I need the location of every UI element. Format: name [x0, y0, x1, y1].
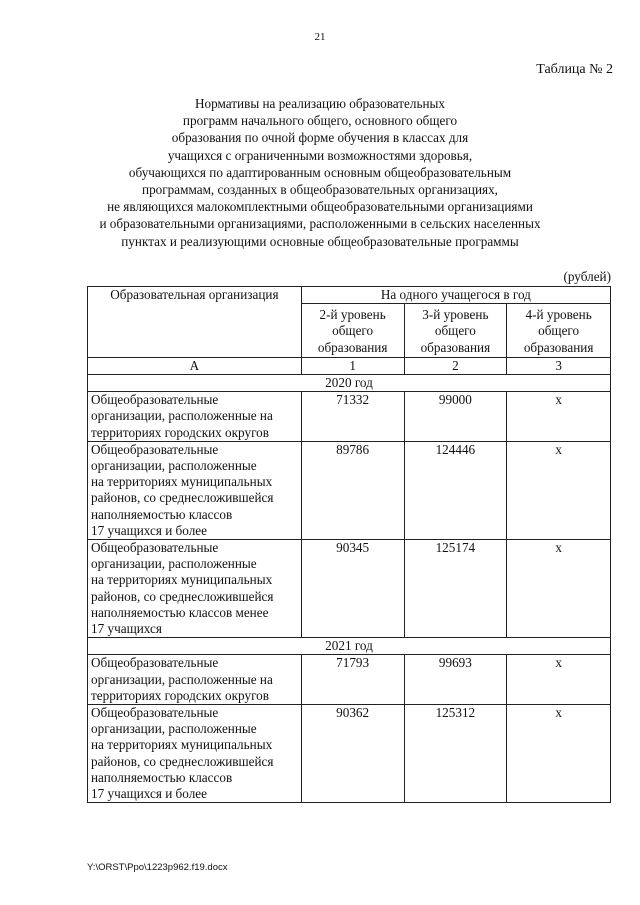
table-heading: [80, 95, 560, 250]
organization-line: районов, со среднесложившейся: [91, 588, 274, 604]
header-level-line: образования: [523, 339, 594, 355]
index-cell: 1: [301, 357, 404, 374]
header-level-line: образования: [420, 339, 491, 355]
organization-line: на территориях муниципальных: [91, 572, 273, 588]
table-index-row: [88, 357, 611, 374]
organization-line: Общеобразовательные: [91, 540, 219, 556]
organization-cell: [88, 392, 302, 442]
header-per-student: На одного учащегося в год: [301, 287, 610, 304]
table-row: [88, 705, 611, 803]
organization-line: 17 учащихся и более: [91, 522, 207, 538]
year-label: 2020 год: [88, 375, 611, 392]
organization-line: организации, расположенные: [91, 721, 257, 737]
organization-line: организации, расположенные: [91, 556, 257, 572]
header-level-line: общего: [332, 323, 374, 339]
value-cell-v1: 71332: [301, 392, 404, 442]
value-cell-v2: 99693: [404, 655, 507, 705]
value-cell-v3: х: [507, 441, 611, 539]
value-cell-v1: 90362: [301, 705, 404, 803]
value-cell-v3: х: [507, 705, 611, 803]
year-row: [88, 375, 611, 392]
norms-table: [87, 286, 611, 803]
header-level-line: 2-й уровень: [319, 307, 386, 323]
organization-line: 17 учащихся: [91, 621, 162, 637]
organization-line: территориях городских округов: [91, 424, 269, 440]
heading-line: Нормативы на реализацию образовательных: [195, 96, 445, 111]
header-level-3: [404, 304, 507, 358]
value-cell-v2: 124446: [404, 441, 507, 539]
table-header-row: [88, 287, 611, 304]
organization-line: Общеобразовательные: [91, 655, 219, 671]
table-row: [88, 655, 611, 705]
value-cell-v3: х: [507, 540, 611, 638]
value-cell-v3: х: [507, 655, 611, 705]
organization-cell: [88, 540, 302, 638]
value-cell-v2: 125312: [404, 705, 507, 803]
heading-line: образования по очной форме обучения в классах для: [171, 130, 469, 146]
value-cell-v3: х: [507, 392, 611, 442]
organization-cell: [88, 441, 302, 539]
organization-line: на территориях муниципальных: [91, 737, 273, 753]
year-label: 2021 год: [88, 638, 611, 655]
organization-line: Общеобразовательные: [91, 705, 219, 721]
header-level-4: [507, 304, 611, 358]
table-row: [88, 441, 611, 539]
organization-line: на территориях муниципальных: [91, 474, 273, 490]
organization-line: наполняемостью классов: [91, 506, 233, 522]
value-cell-v1: 90345: [301, 540, 404, 638]
heading-line: не являющихся малокомплектными общеобразовательными организациями: [107, 199, 533, 215]
units-label: (рублей): [563, 269, 611, 284]
index-cell: 2: [404, 357, 507, 374]
header-level-line: 4-й уровень: [525, 307, 592, 323]
header-organization: Образовательная организация: [88, 287, 302, 358]
heading-line: программ начального общего, основного общего: [182, 113, 458, 129]
header-level-line: общего: [434, 323, 476, 339]
organization-line: организации, расположенные: [91, 458, 257, 474]
organization-cell: [88, 705, 302, 803]
organization-line: Общеобразовательные: [91, 441, 219, 457]
organization-line: организации, расположенные на: [91, 671, 273, 687]
organization-cell: [88, 655, 302, 705]
table-number-label: Таблица № 2: [536, 62, 613, 77]
table-row: [88, 392, 611, 442]
header-level-line: общего: [538, 323, 580, 339]
index-cell: 3: [507, 357, 611, 374]
heading-line: учащихся с ограниченными возможностями здоровья,: [167, 147, 473, 163]
organization-line: наполняемостью классов менее: [91, 604, 269, 620]
header-level-2: [301, 304, 404, 358]
heading-line: программам, созданных в общеобразовательных организациях,: [142, 182, 498, 198]
index-cell: А: [88, 357, 302, 374]
header-level-line: образования: [317, 339, 388, 355]
value-cell-v1: 89786: [301, 441, 404, 539]
year-row: [88, 638, 611, 655]
organization-line: 17 учащихся и более: [91, 786, 207, 802]
heading-line: пунктах и реализующими основные общеобразовательные программы: [121, 233, 519, 249]
organization-line: районов, со среднесложившейся: [91, 490, 274, 506]
value-cell-v1: 71793: [301, 655, 404, 705]
heading-line: обучающихся по адаптированным основным общеобразовательным: [128, 164, 512, 180]
organization-line: наполняемостью классов: [91, 769, 233, 785]
value-cell-v2: 125174: [404, 540, 507, 638]
table-row: [88, 540, 611, 638]
header-level-line: 3-й уровень: [422, 307, 489, 323]
heading-line: и образовательными организациями, расположенными в сельских населенных: [99, 216, 541, 232]
organization-line: районов, со среднесложившейся: [91, 753, 274, 769]
footer-file-path: Y:\ORST\Ppo\1223p962.f19.docx: [87, 862, 228, 873]
organization-line: территориях городских округов: [91, 687, 269, 703]
value-cell-v2: 99000: [404, 392, 507, 442]
organization-line: Общеобразовательные: [91, 392, 219, 408]
page-number: 21: [314, 31, 326, 43]
organization-line: организации, расположенные на: [91, 408, 273, 424]
